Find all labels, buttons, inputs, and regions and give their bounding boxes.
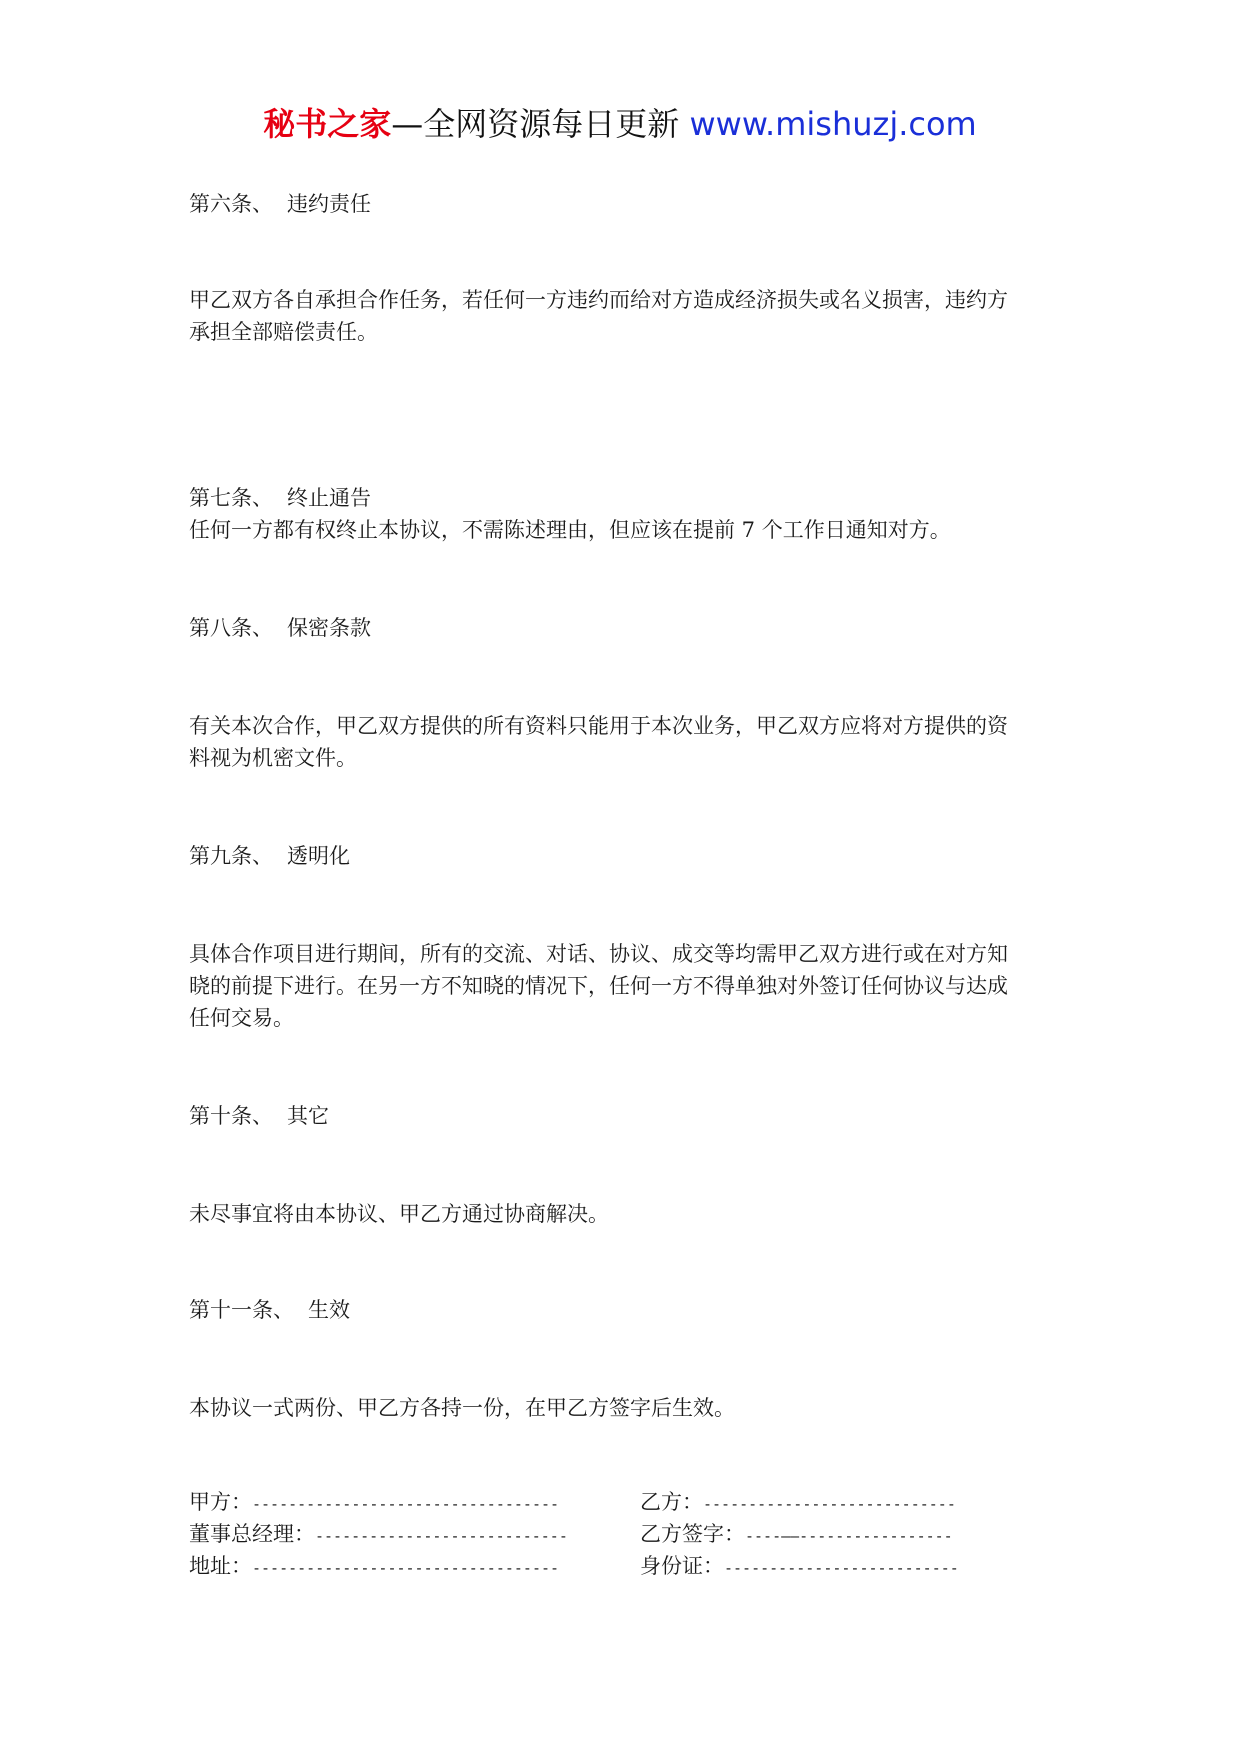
article-9-line-3: 任何交易。	[189, 1006, 294, 1030]
signature-address: 地址：----------------------------------	[189, 1554, 560, 1578]
signature-party-b: 乙方：----------------------------	[640, 1490, 956, 1514]
signature-line: ----------------------------	[703, 1495, 956, 1513]
article-6-line-2: 承担全部赔偿责任。	[189, 320, 378, 344]
site-slogan: —全网资源每日更新	[391, 105, 690, 143]
signature-line: --------------------------	[724, 1559, 959, 1577]
signature-party-b-sign: 乙方签字：----——-----------------	[640, 1522, 953, 1546]
article-8-line-2: 料视为机密文件。	[189, 746, 357, 770]
article-10-heading: 第十条、 其它	[189, 1104, 329, 1128]
site-header	[0, 100, 1240, 148]
article-7-line-1: 任何一方都有权终止本协议，不需陈述理由，但应该在提前 7 个工作日通知对方。	[189, 518, 951, 542]
article-8-heading: 第八条、 保密条款	[189, 616, 371, 640]
signature-line: ----------------------------------	[252, 1559, 560, 1577]
article-9-line-1: 具体合作项目进行期间，所有的交流、对话、协议、成交等均需甲乙双方进行或在对方知	[189, 942, 1008, 966]
article-10-line-1: 未尽事宜将由本协议、甲乙方通过协商解决。	[189, 1202, 609, 1226]
article-9-line-2: 晓的前提下进行。在另一方不知晓的情况下，任何一方不得单独对外签订任何协议与达成	[189, 974, 1008, 998]
signature-id-card: 身份证：--------------------------	[640, 1554, 959, 1578]
article-7-heading: 第七条、 终止通告	[189, 486, 371, 510]
signature-general-manager: 董事总经理：----------------------------	[189, 1522, 568, 1546]
signature-party-a: 甲方：----------------------------------	[189, 1490, 560, 1514]
article-6-heading: 第六条、 违约责任	[189, 192, 371, 216]
article-9-heading: 第九条、 透明化	[189, 844, 350, 868]
article-11-line-1: 本协议一式两份、甲乙方各持一份，在甲乙方签字后生效。	[189, 1396, 735, 1420]
article-8-line-1: 有关本次合作，甲乙双方提供的所有资料只能用于本次业务，甲乙双方应将对方提供的资	[189, 714, 1008, 738]
article-6-line-1: 甲乙双方各自承担合作任务，若任何一方违约而给对方造成经济损失或名义损害，违约方	[189, 288, 1008, 312]
signature-line: ----——-----------------	[745, 1527, 953, 1545]
article-11-heading: 第十一条、 生效	[189, 1298, 350, 1322]
site-brand: 秘书之家	[263, 105, 392, 143]
signature-line: ----------------------------------	[252, 1495, 560, 1513]
site-url[interactable]: www.mishuzj.com	[689, 105, 977, 143]
signature-line: ----------------------------	[315, 1527, 568, 1545]
